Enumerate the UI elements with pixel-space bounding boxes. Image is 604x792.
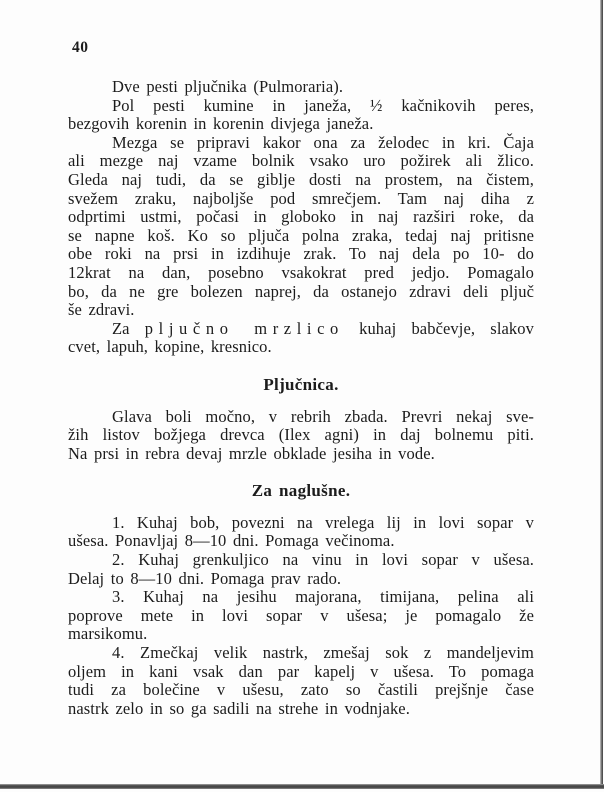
paragraph: [68, 97, 534, 134]
text-line: Na prsi in rebra devaj mrzle obklade jesiha in vode.: [68, 443, 435, 463]
text-line: obe roki na prsi in izdihuje zrak. To naj dela po 10- do: [68, 244, 534, 264]
text-line: Dve pesti pljučnika (Pulmoraria).: [112, 77, 344, 96]
text-line: odprtimi ustmi, počasi in globoko in naj razširi roke, da: [68, 207, 534, 227]
text-line: še zdravi.: [68, 300, 135, 320]
text-line: se napne koš. Ko so pljuča polna zraka, tedaj naj pritisne: [68, 225, 534, 245]
text-line: svežem zraku, najboljše pod smrečjem. Tam naj diha z: [68, 188, 534, 208]
text-line: marsikomu.: [68, 624, 148, 644]
paragraph: [68, 320, 534, 357]
paragraph: [68, 551, 534, 588]
text-line: Glava boli močno, v rebrih zbada. Prevri nekaj sve-: [112, 406, 534, 426]
text-line: cvet, lapuh, kopine, kresnico.: [68, 337, 272, 357]
text-line: ali mezge naj vzame bolnik vsako uro požirek ali žlico.: [68, 151, 534, 171]
paragraph: [68, 588, 534, 644]
text-line: 1. Kuhaj bob, povezni na vrelega lij in lovi sopar v: [112, 512, 534, 532]
text-line: poprove mete in lovi sopar v ušesa; je pomagalo že: [68, 605, 534, 625]
text-line: Mezga se pripravi kakor ona za želodec in kri. Čaja: [112, 132, 534, 152]
text-line: oljem in kani vsak dan par kapelj v ušesa. To pomaga: [68, 661, 534, 681]
text-line: ušesa. Ponavljaj 8—10 dni. Pomaga večinoma.: [68, 531, 395, 551]
text-line: žih listov božjega drevca (Ilex agni) in daj bolnemu piti.: [68, 425, 534, 445]
text-line: 2. Kuhaj grenkuljico na vinu in lovi sopar v ušesa.: [112, 550, 534, 570]
page-number: 40: [72, 39, 89, 56]
text-line: nastrk zelo in so ga sadili na strehe in vodnjake.: [68, 698, 410, 718]
text-line: 4. Zmečkaj velik nastrk, zmešaj sok z mandeljevim: [112, 643, 534, 663]
paragraph: [68, 134, 534, 320]
text-line: tudi za bolečine v ušesu, zato so častili prejšnje čase: [68, 680, 534, 700]
text-line: Gleda naj tudi, da se giblje dosti na prostem, na čistem,: [68, 169, 534, 189]
section-heading: Pljučnica.: [263, 374, 339, 394]
scan-right-edge-shadow: [600, 0, 603, 786]
scan-bottom-edge-shadow: [0, 784, 604, 789]
text-block: [68, 78, 534, 718]
text-line: 12krat na dan, posebno vsakokrat pred jedjo. Pomagalo: [68, 262, 534, 282]
emphasized-spaced-text: pljučno mrzlico: [144, 318, 344, 338]
text-line: Pol pesti kumine in janeža, ½ kačnikovih peres,: [112, 95, 534, 115]
text-line: 3. Kuhaj na jesihu majorana, timijana, pelina ali: [112, 587, 534, 607]
paragraph: [68, 514, 534, 551]
text-line: bo, da ne gre bolezen naprej, da ostanejo zdravi deli pljuč: [68, 281, 534, 301]
section-heading: Za naglušne.: [251, 481, 351, 501]
paragraph: [68, 644, 534, 718]
paragraph: [68, 408, 534, 464]
text-line: [68, 320, 534, 339]
text-line: bezgovih korenin in korenin divjega janeža.: [68, 114, 374, 134]
text-segment: kuhaj babčevje, slakov: [343, 318, 534, 338]
paragraph: [68, 78, 534, 97]
text-line: Delaj to 8—10 dni. Pomaga prav rado.: [68, 568, 342, 588]
text-segment: Za: [112, 318, 145, 338]
